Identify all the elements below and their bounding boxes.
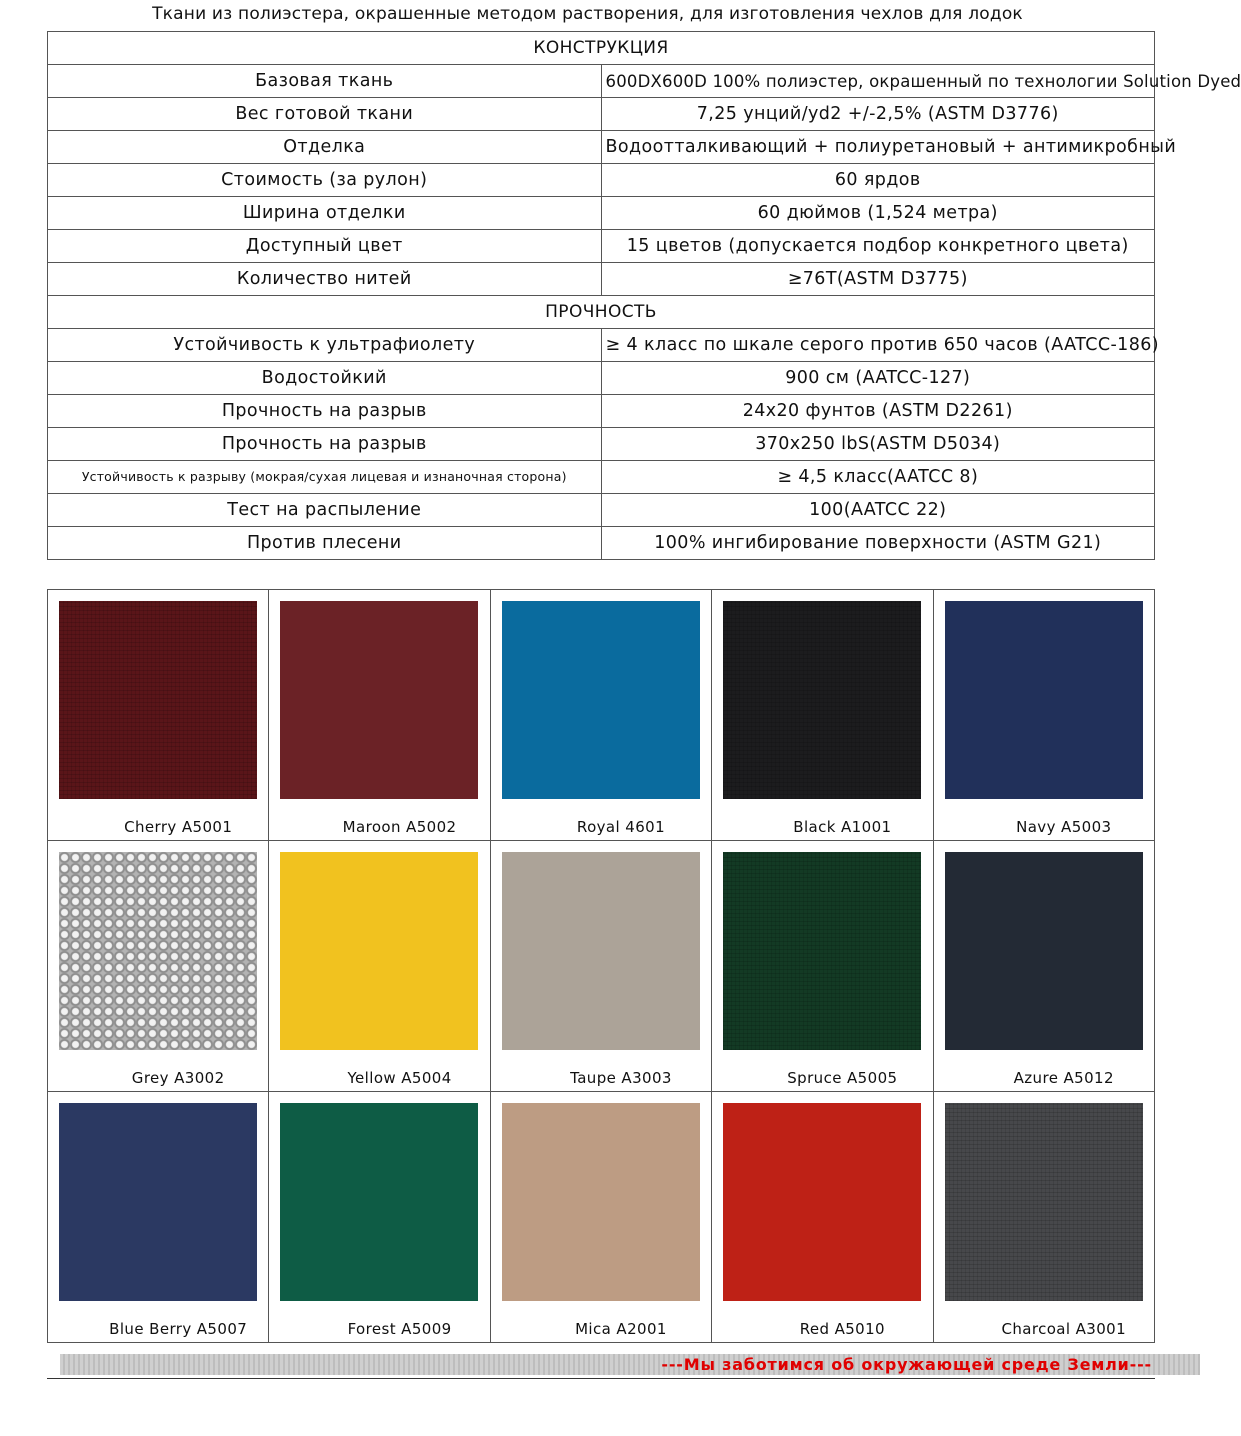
section-row-construction [48,32,1155,65]
footer-slogan: ---Мы заботимся об окружающей среде Земли--- [661,1355,1152,1374]
spec-label: Стоимость (за рулон) [48,164,602,197]
swatch-label: Taupe A3003 [570,1069,672,1087]
section-row-strength [48,296,1155,329]
swatch-cell [269,841,490,1092]
table-row [48,362,1155,395]
table-row [48,494,1155,527]
spec-label: Базовая ткань [48,65,602,98]
color-swatch [945,852,1143,1050]
swatch-cell [490,841,711,1092]
swatch-cell [712,590,933,841]
table-row [48,461,1155,494]
table-row [48,131,1155,164]
table-row [48,98,1155,131]
color-swatch [945,601,1143,799]
swatch-cell [269,590,490,841]
swatch-cell [490,1092,711,1343]
spec-value: 900 см (AATCC-127) [601,362,1155,395]
spec-label: Устойчивость к ультрафиолету [48,329,602,362]
swatch-cell [712,841,933,1092]
spec-label: Доступный цвет [48,230,602,263]
swatch-label: Mica A2001 [575,1320,667,1338]
swatch-cell [48,841,269,1092]
spec-value: 100% ингибирование поверхности (ASTM G21) [601,527,1155,560]
color-swatch [723,601,921,799]
swatch-cell [933,590,1154,841]
spec-value: Водоотталкивающий + полиуретановый + антимикробный [601,131,1155,164]
page-title: Ткани из полиэстера, окрашенные методом растворения, для изготовления чехлов для лодок [152,4,1023,24]
color-swatch [945,1103,1143,1301]
spec-label: Против плесени [48,527,602,560]
spec-label: Водостойкий [48,362,602,395]
swatch-cell [48,1092,269,1343]
swatch-label: Azure A5012 [1013,1069,1114,1087]
table-row [48,395,1155,428]
swatch-label: Cherry A5001 [124,818,233,836]
swatch-cell [933,1092,1154,1343]
color-swatch [59,601,257,799]
swatch-label: Forest A5009 [347,1320,452,1338]
swatch-cell [269,1092,490,1343]
spec-value: ≥ 4,5 класс(AATCC 8) [601,461,1155,494]
color-swatch [59,1103,257,1301]
spec-value: 370x250 lbS(ASTM D5034) [601,428,1155,461]
footer-divider [47,1378,1155,1379]
swatch-label: Royal 4601 [576,818,666,836]
spec-value: 24x20 фунтов (ASTM D2261) [601,395,1155,428]
spec-label: Устойчивость к разрыву (мокрая/сухая лицевая и изнаночная сторона) [48,461,602,494]
swatch-cell [933,841,1154,1092]
table-row [48,527,1155,560]
color-swatch [502,601,700,799]
spec-label: Отделка [48,131,602,164]
spec-value: 100(AATCC 22) [601,494,1155,527]
spec-label: Прочность на разрыв [48,428,602,461]
spec-value: ≥76T(ASTM D3775) [601,263,1155,296]
table-row [48,197,1155,230]
table-row [48,428,1155,461]
table-row [48,230,1155,263]
color-swatch [723,852,921,1050]
swatch-label: Yellow A5004 [347,1069,452,1087]
swatch-row [48,841,1155,1092]
table-row [48,65,1155,98]
swatch-label: Charcoal A3001 [1001,1320,1127,1338]
color-swatch [280,852,478,1050]
spec-label: Количество нитей [48,263,602,296]
swatch-row [48,1092,1155,1343]
spec-label: Вес готовой ткани [48,98,602,131]
spec-label: Ширина отделки [48,197,602,230]
color-swatch [59,852,257,1050]
color-swatch [723,1103,921,1301]
spec-value: ≥ 4 класс по шкале серого против 650 часов (AATCC-186) [601,329,1155,362]
spec-label: Тест на распыление [48,494,602,527]
swatch-label: Red A5010 [799,1320,886,1338]
swatch-label: Grey A3002 [131,1069,225,1087]
color-swatch-grid [47,589,1155,1343]
swatch-label: Spruce A5005 [787,1069,898,1087]
swatch-label: Black A1001 [793,818,892,836]
table-row [48,329,1155,362]
swatch-cell [48,590,269,841]
spec-value: 60 дюймов (1,524 метра) [601,197,1155,230]
color-swatch [280,1103,478,1301]
spec-label: Прочность на разрыв [48,395,602,428]
table-row [48,164,1155,197]
spec-value: 60 ярдов [601,164,1155,197]
swatch-label: Navy A5003 [1016,818,1112,836]
swatch-cell [490,590,711,841]
swatch-label: Maroon A5002 [342,818,457,836]
swatch-label: Blue Berry A5007 [109,1320,248,1338]
spec-table [47,31,1241,560]
spec-value: 600DX600D 100% полиэстер, окрашенный по технологии Solution Dyed [601,65,1155,98]
spec-value: 7,25 унций/yd2 +/-2,5% (ASTM D3776) [601,98,1155,131]
table-row [48,263,1155,296]
swatch-cell [712,1092,933,1343]
color-swatch [502,1103,700,1301]
color-swatch [280,601,478,799]
swatch-row [48,590,1155,841]
spec-value: 15 цветов (допускается подбор конкретного цвета) [601,230,1155,263]
color-swatch [502,852,700,1050]
section-heading-strength: ПРОЧНОСТЬ [48,296,1155,329]
section-heading-construction: КОНСТРУКЦИЯ [48,32,1155,65]
